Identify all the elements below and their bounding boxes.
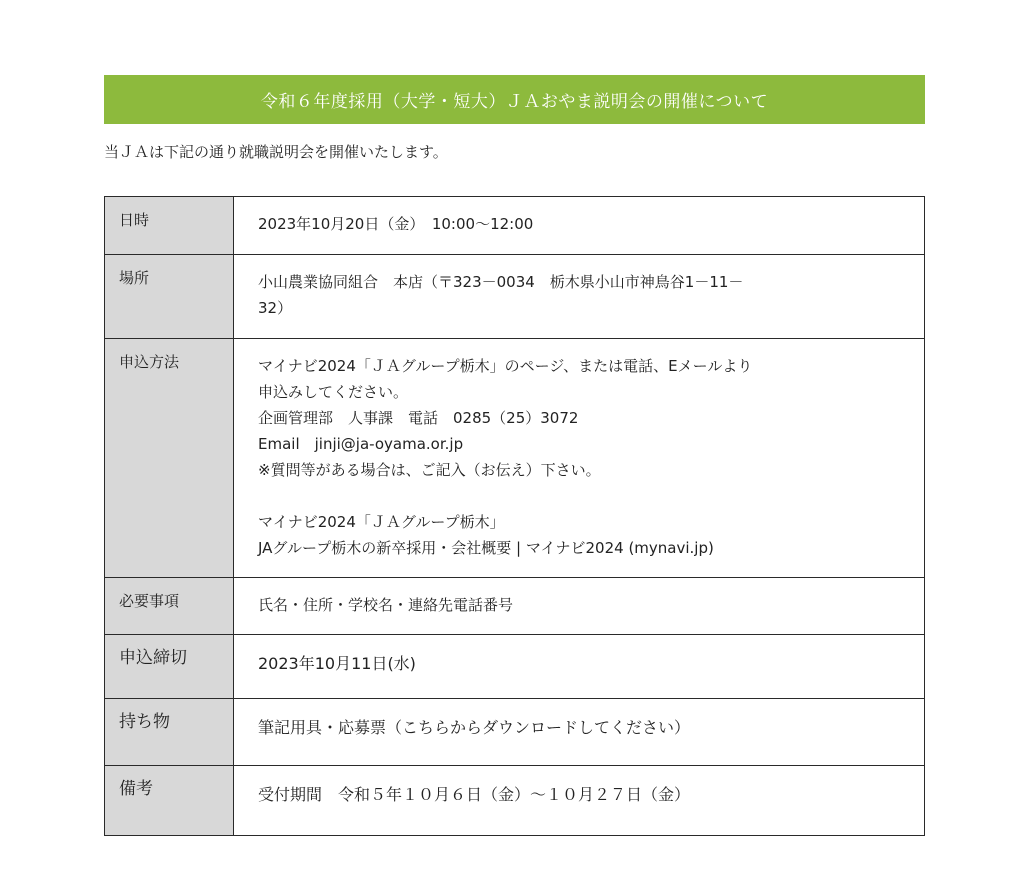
row-label: 申込締切 bbox=[105, 635, 234, 699]
value-line: 2023年10月20日（金） 10:00～12:00 bbox=[258, 215, 534, 233]
table-row-required-info bbox=[105, 578, 925, 635]
info-table bbox=[104, 196, 925, 836]
row-value bbox=[234, 197, 925, 255]
table-row-application bbox=[105, 339, 925, 578]
row-value bbox=[234, 699, 925, 766]
value-line: ※質問等がある場合は、ご記入（お伝え）下さい。 bbox=[258, 461, 601, 479]
row-value bbox=[234, 255, 925, 339]
row-value bbox=[234, 766, 925, 836]
row-label: 場所 bbox=[105, 255, 234, 339]
intro-text: 当ＪＡは下記の通り就職説明会を開催いたします。 bbox=[104, 143, 448, 161]
value-line: 企画管理部 人事課 電話 0285（25）3072 bbox=[258, 409, 579, 427]
value-line: 小山農業協同組合 本店（〒323－0034 栃木県小山市神鳥谷1－11－ bbox=[258, 273, 744, 291]
row-value bbox=[234, 578, 925, 635]
value-line: 申込みしてください。 bbox=[258, 383, 409, 401]
page-title: 令和６年度採用（大学・短大）ＪＡおやま説明会の開催について bbox=[260, 92, 769, 112]
row-label: 必要事項 bbox=[105, 578, 234, 635]
value-line: 筆記用具・応募票（こちらからダウンロードしてください） bbox=[258, 718, 691, 737]
mynavi-link[interactable]: JAグループ栃木の新卒採用・会社概要 | マイナビ2024 (mynavi.jp) bbox=[258, 539, 714, 557]
row-value bbox=[234, 635, 925, 699]
value-line: 氏名・住所・学校名・連絡先電話番号 bbox=[258, 596, 514, 614]
table-row-notes bbox=[105, 766, 925, 836]
row-label: 申込方法 bbox=[105, 339, 234, 578]
row-label: 備考 bbox=[105, 766, 234, 836]
value-line: 受付期間 令和５年１０月６日（金）～１０月２７日（金） bbox=[258, 785, 691, 804]
mynavi-label: マイナビ2024「ＪＡグループ栃木」 bbox=[258, 513, 505, 531]
table-row-datetime bbox=[105, 197, 925, 255]
value-line: 32） bbox=[258, 299, 293, 317]
row-label: 持ち物 bbox=[105, 699, 234, 766]
value-line: 2023年10月11日(水) bbox=[258, 654, 416, 673]
table-row-place bbox=[105, 255, 925, 339]
table-row-items bbox=[105, 699, 925, 766]
table-row-deadline bbox=[105, 635, 925, 699]
blank-line bbox=[258, 483, 902, 509]
value-line: マイナビ2024「ＪＡグループ栃木」のページ、または電話、Eメールより bbox=[258, 357, 753, 375]
page-title-banner bbox=[104, 75, 925, 124]
row-value bbox=[234, 339, 925, 578]
row-label: 日時 bbox=[105, 197, 234, 255]
email-line: Email jinji@ja-oyama.or.jp bbox=[258, 435, 464, 453]
